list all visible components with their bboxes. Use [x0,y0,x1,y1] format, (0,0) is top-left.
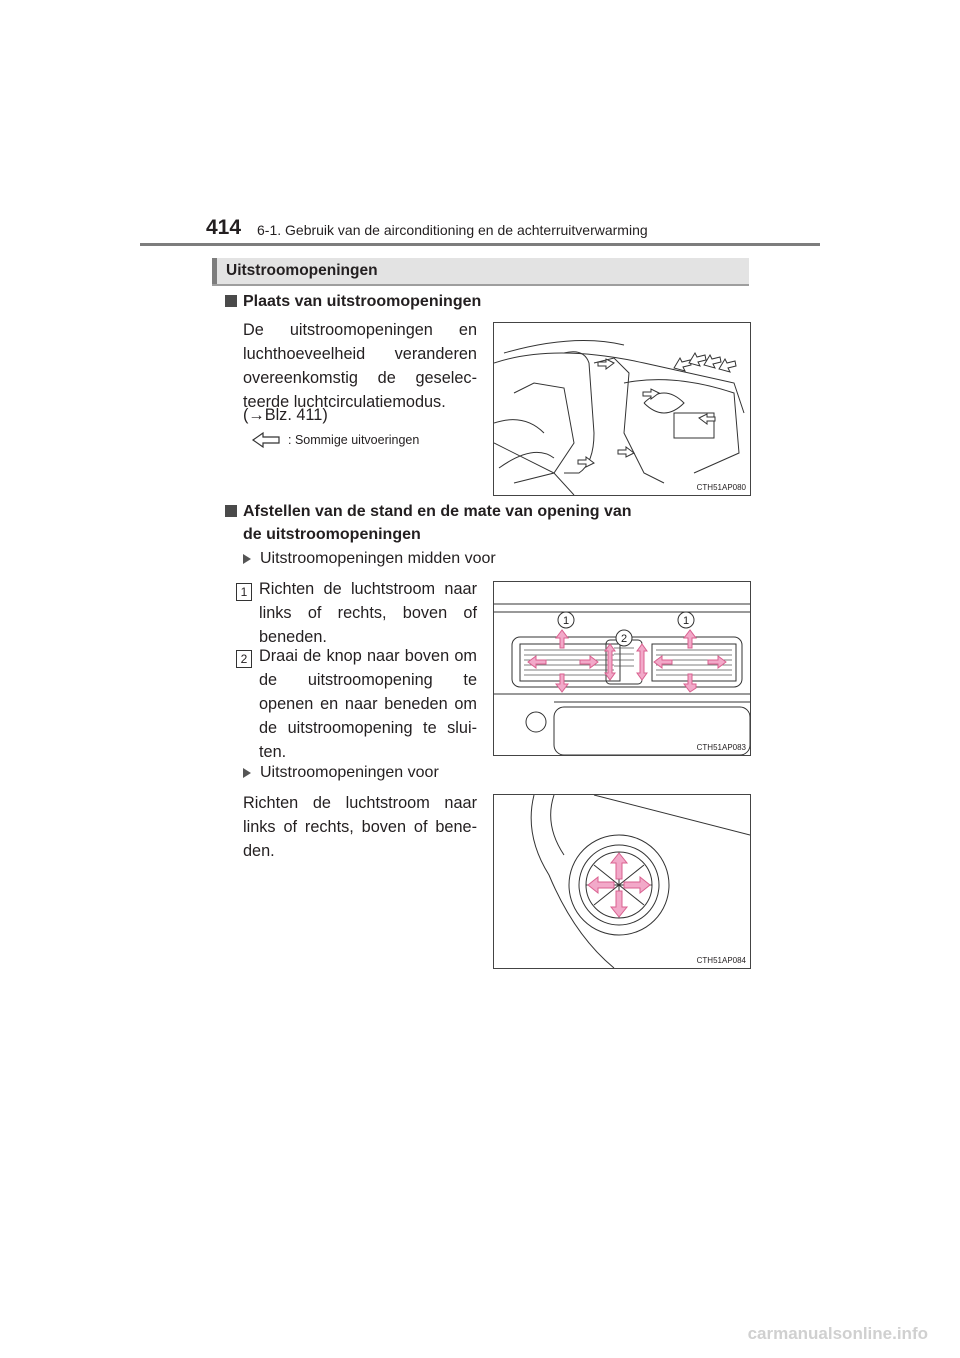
figure-code: CTH51AP084 [696,956,746,965]
subheading-line-2: de uitstroomopeningen [243,526,421,543]
figure-center-vents [493,581,751,756]
subheading-outlet-locations [243,290,481,313]
triangle-bullet-icon [243,768,251,778]
item-label: Uitstroomopeningen midden voor [260,550,496,567]
section-title-bar [212,258,749,286]
square-bullet-icon [225,505,237,517]
page-number: 414 [206,216,242,239]
callout-1-right: 1 [682,615,690,627]
front-outlet-text: Richten de luchtstroom naar links of rechts, boven of bene-den. [243,794,477,860]
page-reference: (→Blz. 411) [243,406,328,424]
figure-side-vent [493,794,751,969]
step-2-text: Draai de knop naar boven om de uitstroomopening te openen en naar beneden om de uitstroomopening te slui-ten. [259,647,477,761]
callout-1-left: 1 [562,615,570,627]
subheading-line-1: Afstellen van de stand en de mate van opening van [243,503,632,520]
figure-code: CTH51AP083 [696,743,746,752]
figure-cabin-outlets [493,322,751,496]
figure-code: CTH51AP080 [696,483,746,492]
item-center-outlets [260,548,496,570]
header-divider [140,243,820,246]
square-bullet-icon [225,295,237,307]
step-1-text: Richten de luchtstroom naar links of rechts, boven of beneden. [259,580,477,646]
chapter-title: 6-1. Gebruik van de airconditioning en de achterruitverwarming [257,222,648,238]
subheading-text: Plaats van uitstroomopeningen [243,293,482,310]
section-title: Uitstroomopeningen [226,262,378,279]
section-marker [212,258,217,284]
outlet-description: De uitstroomopeningen en luchthoeveelheid veranderen overeenkomstig de geselec-teerde luchtcirculatiemodus. [243,321,477,411]
item-label: Uitstroomopeningen voor [260,764,439,781]
legend-text: : Sommige uitvoeringen [288,433,420,447]
legend-arrow-icon [251,430,281,455]
triangle-bullet-icon [243,554,251,564]
item-front-outlets [260,762,439,784]
step-number-2: 2 [236,650,252,668]
subheading-adjust-outlets [243,500,632,546]
step-number-1: 1 [236,583,252,601]
callout-2: 2 [620,633,628,645]
footer-watermark[interactable]: carmanualsonline.info [747,1324,928,1343]
